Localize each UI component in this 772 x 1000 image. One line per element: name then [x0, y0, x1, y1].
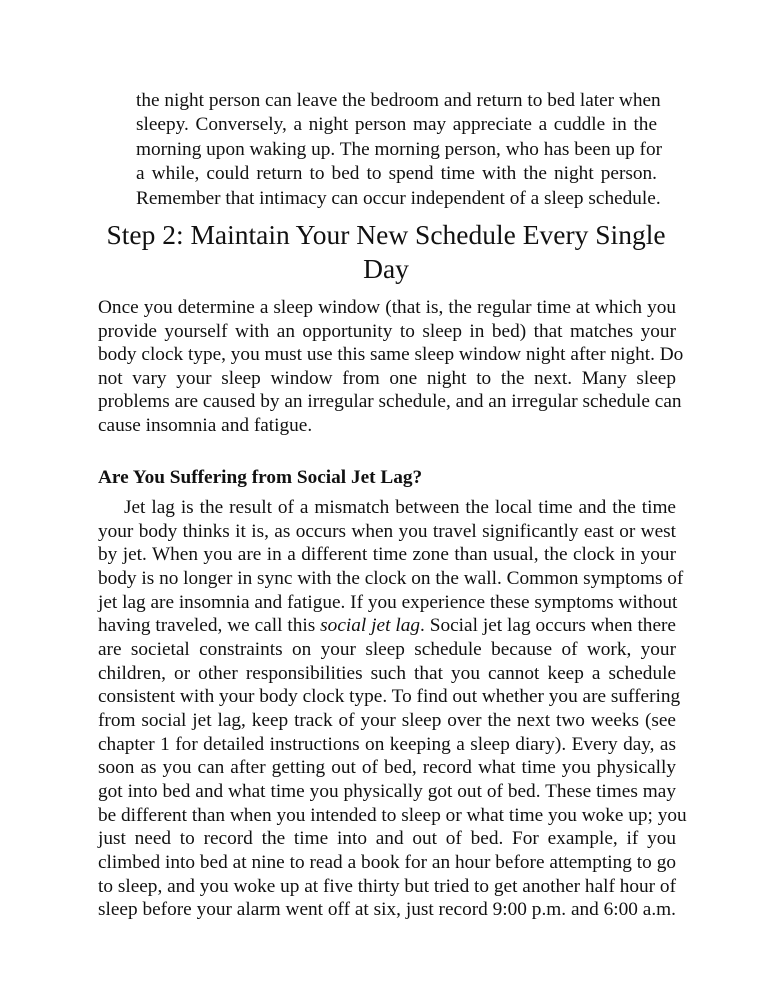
- text-line: consistent with your body clock type. To find out whether you are suffering: [98, 686, 681, 708]
- step2-paragraph: [98, 296, 684, 438]
- emphasized-term: social jet lag: [320, 615, 420, 637]
- section-heading: [90, 218, 682, 286]
- text-line: [98, 614, 676, 638]
- text-line: provide yourself with an opportunity to sleep in bed) that matches your: [98, 320, 676, 342]
- text-line: cause insomnia and fatigue.: [98, 414, 313, 436]
- text-line: are societal constraints on your sleep schedule because of work, your: [98, 638, 676, 660]
- continuation-paragraph: [136, 89, 663, 211]
- text-line: Once you determine a sleep window (that is, the regular time at which you: [98, 297, 676, 318]
- text-line: Remember that intimacy can occur independent of a sleep schedule.: [136, 187, 661, 209]
- text-line: to sleep, and you woke up at five thirty but tried to get another half hour of: [98, 875, 676, 897]
- text-line: Jet lag is the result of a mismatch between the local time and the time: [124, 497, 676, 518]
- text-line: sleep before your alarm went off at six, just record 9:00 p.m. and 6:00 a.m.: [98, 899, 676, 921]
- text-line: a while, could return to bed to spend time with the night person.: [136, 163, 657, 185]
- text-line: by jet. When you are in a different time zone than usual, the clock in your: [98, 544, 676, 566]
- heading-line: Step 2: Maintain Your New Schedule Every Single: [106, 219, 666, 250]
- text-line: children, or other responsibilities such that you cannot keep a schedule: [98, 662, 676, 684]
- text-line: morning upon waking up. The morning person, who has been up for: [136, 138, 663, 160]
- subsection-heading: Are You Suffering from Social Jet Lag?: [98, 467, 423, 488]
- text-line: not vary your sleep window from one night to the next. Many sleep: [98, 367, 676, 389]
- heading-line: Day: [363, 253, 409, 284]
- text-line: be different than when you intended to sleep or what time you woke up; you: [98, 804, 687, 826]
- text-line: chapter 1 for detailed instructions on keeping a sleep diary). Every day, as: [98, 733, 676, 755]
- text-line: jet lag are insomnia and fatigue. If you experience these symptoms without: [98, 591, 678, 613]
- text-line: got into bed and what time you physically got out of bed. These times may: [98, 780, 676, 802]
- text-line: body clock type, you must use this same sleep window night after night. Do: [98, 344, 684, 366]
- text-line: problems are caused by an irregular schedule, and an irregular schedule can: [98, 391, 682, 413]
- text-line: body is no longer in sync with the clock on the wall. Common symptoms of: [98, 567, 684, 589]
- text-fragment: . Social jet lag occurs when there: [419, 615, 676, 637]
- text-line: the night person can leave the bedroom and return to bed later when: [136, 90, 661, 111]
- text-line: from social jet lag, keep track of your sleep over the next two weeks (see: [98, 709, 676, 731]
- text-line: climbed into bed at nine to read a book for an hour before attempting to go: [98, 851, 676, 873]
- jetlag-paragraph: [98, 496, 687, 922]
- text-fragment: having traveled, we call this: [98, 615, 321, 637]
- text-line: sleepy. Conversely, a night person may appreciate a cuddle in the: [136, 114, 657, 136]
- text-line: soon as you can after getting out of bed, record what time you physically: [98, 757, 676, 779]
- text-line: just need to record the time into and out of bed. For example, if you: [98, 828, 676, 850]
- text-line: your body thinks it is, as occurs when you travel significantly east or west: [98, 520, 676, 542]
